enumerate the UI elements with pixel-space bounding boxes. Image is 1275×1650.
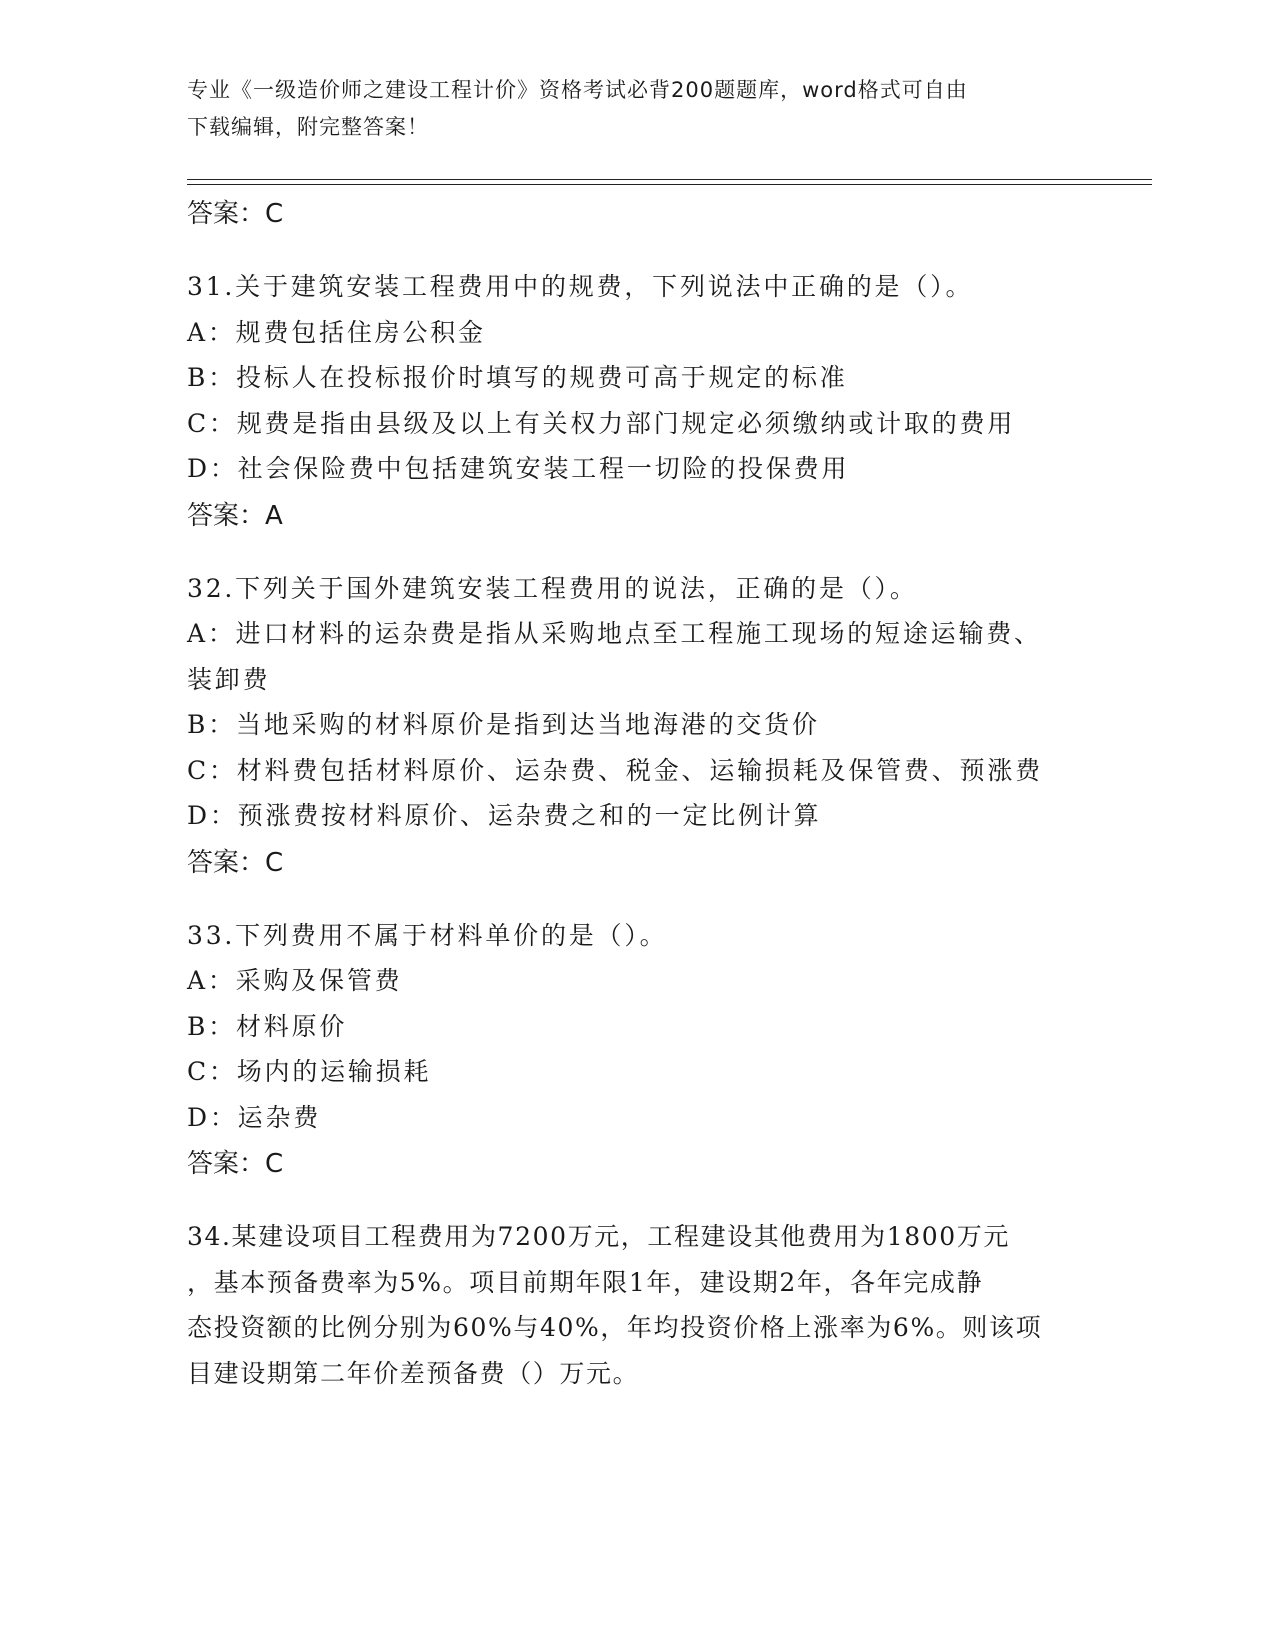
answer-31: 答案：A (187, 500, 283, 531)
question-31 (187, 264, 1092, 538)
option-b: B：当地采购的材料原价是指到达当地海港的交货价 (187, 710, 820, 739)
option-a: A：进口材料的运杂费是指从采购地点至工程施工现场的短途运输费、 (187, 619, 1042, 648)
answer-33: 答案：C (187, 1149, 284, 1179)
question-stem-line-1: 34.某建设项目工程费用为7200万元，工程建设其他费用为1800万元 (187, 1222, 1011, 1251)
option-a-continued: 装卸费 (187, 664, 271, 694)
option-d: D：运杂费 (187, 1102, 322, 1132)
option-a: A：采购及保管费 (187, 966, 403, 995)
option-b: B：材料原价 (187, 1011, 348, 1041)
answer-previous: 答案：C (187, 199, 284, 229)
question-stem: 32.下列关于国外建筑安装工程费用的说法，正确的是（）。 (187, 573, 918, 603)
header-line-1: 专业《一级造价师之建设工程计价》资格考试必背200题题库，word格式可自由 (187, 78, 968, 102)
document-header (187, 72, 1087, 146)
option-d: D：预涨费按材料原价、运杂费之和的一定比例计算 (187, 801, 822, 830)
question-32 (187, 566, 1092, 885)
option-c: C：材料费包括材料原价、运杂费、税金、运输损耗及保管费、预涨费 (187, 755, 1043, 785)
option-a: A：规费包括住房公积金 (187, 317, 486, 347)
option-b: B：投标人在投标报价时填写的规费可高于规定的标准 (187, 363, 848, 392)
header-divider-top (187, 179, 1152, 180)
answer-32: 答案：C (187, 847, 284, 878)
option-d: D：社会保险费中包括建筑安装工程一切险的投保费用 (187, 454, 850, 483)
question-stem: 31.关于建筑安装工程费用中的规费，下列说法中正确的是（）。 (187, 272, 974, 301)
question-stem: 33.下列费用不属于材料单价的是（）。 (187, 920, 668, 950)
question-list (187, 190, 1092, 1396)
option-c: C：场内的运输损耗 (187, 1057, 432, 1086)
question-34 (187, 1214, 1092, 1396)
header-divider-bottom (187, 184, 1152, 185)
question-33 (187, 913, 1092, 1187)
header-line-2: 下载编辑，附完整答案！ (187, 115, 429, 139)
option-c: C：规费是指由县级及以上有关权力部门规定必须缴纳或计取的费用 (187, 408, 1016, 438)
question-stem-line-3: 态投资额的比例分别为60%与40%，年均投资价格上涨率为6%。则该项 (187, 1313, 1043, 1342)
question-stem-line-2: ，基本预备费率为5%。项目前期年限1年，建设期2年，各年完成静 (187, 1267, 984, 1297)
question-stem-line-4: 目建设期第二年价差预备费（）万元。 (187, 1358, 640, 1388)
